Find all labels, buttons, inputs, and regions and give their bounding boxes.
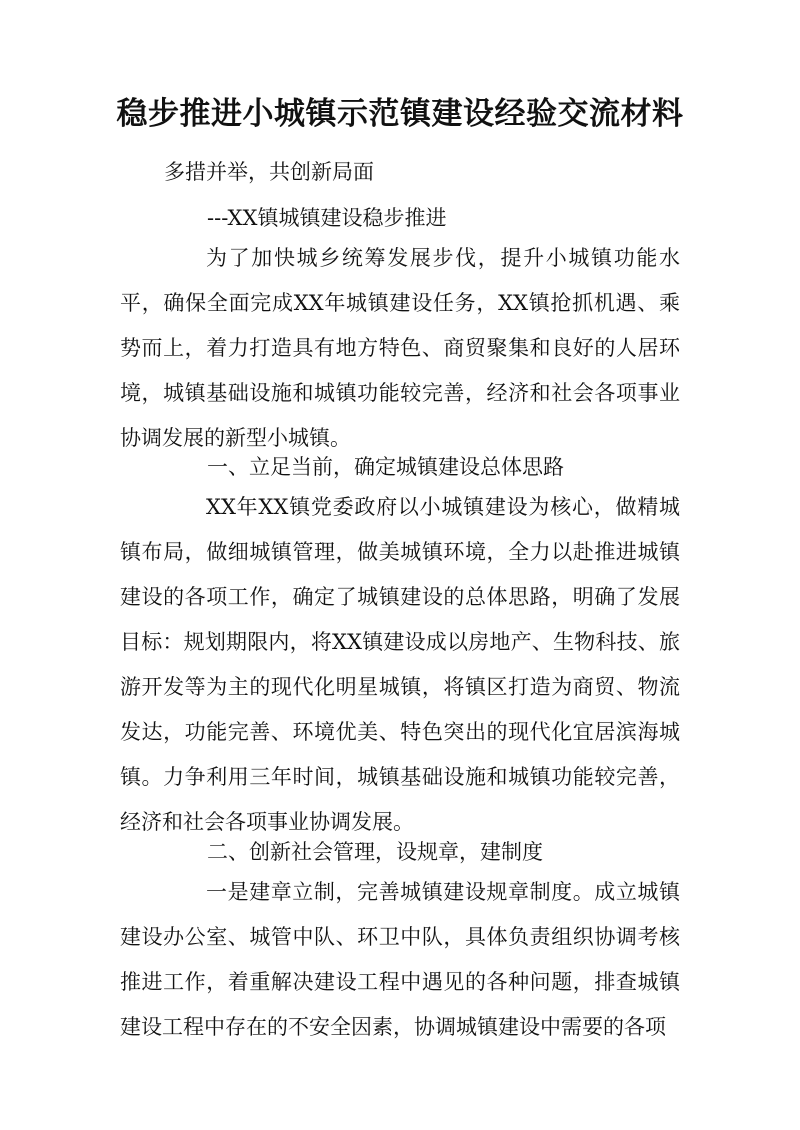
section-heading-2: 二、创新社会管理，设规章，建制度	[207, 840, 543, 864]
section-heading-1: 一、立足当前，确定城镇建设总体思路	[207, 455, 564, 479]
section-2-paragraph: 一是建章立制，完善城镇建设规章制度。成立城镇建设办公室、城管中队、环卫中队，具体负责组织协调考核推进工作，着重解决建设工程中遇见的各种问题，排查城镇建设工程中存在的不安全因素，协调城镇建设中需要的各项	[120, 880, 680, 1039]
document-byline: ---XX镇城镇建设稳步推进	[207, 206, 447, 230]
document-subtitle: 多措并举，共创新局面	[164, 160, 374, 184]
section-1-paragraph: XX年XX镇党委政府以小城镇建设为核心，做精城镇布局，做细城镇管理，做美城镇环境，全力以赴推进城镇建设的各项工作，确定了城镇建设的总体思路，明确了发展目标：规划期限内，将XX镇建设成以房地产、生物科技、旅游开发等为主的现代化明星城镇，将镇区打造为商贸、物流发达，功能完善、环境优美、特色突出的现代化宜居滨海城镇。力争利用三年时间，城镇基础设施和城镇功能较完善，经济和社会各项事业协调发展。	[120, 495, 680, 834]
document-title: 稳步推进小城镇示范镇建设经验交流材料	[116, 96, 684, 132]
intro-paragraph: 为了加快城乡统筹发展步伐，提升小城镇功能水平，确保全面完成XX年城镇建设任务，XX镇抢抓机遇、乘势而上，着力打造具有地方特色、商贸聚集和良好的人居环境，城镇基础设施和城镇功能较完善，经济和社会各项事业协调发展的新型小城镇。	[120, 246, 680, 450]
